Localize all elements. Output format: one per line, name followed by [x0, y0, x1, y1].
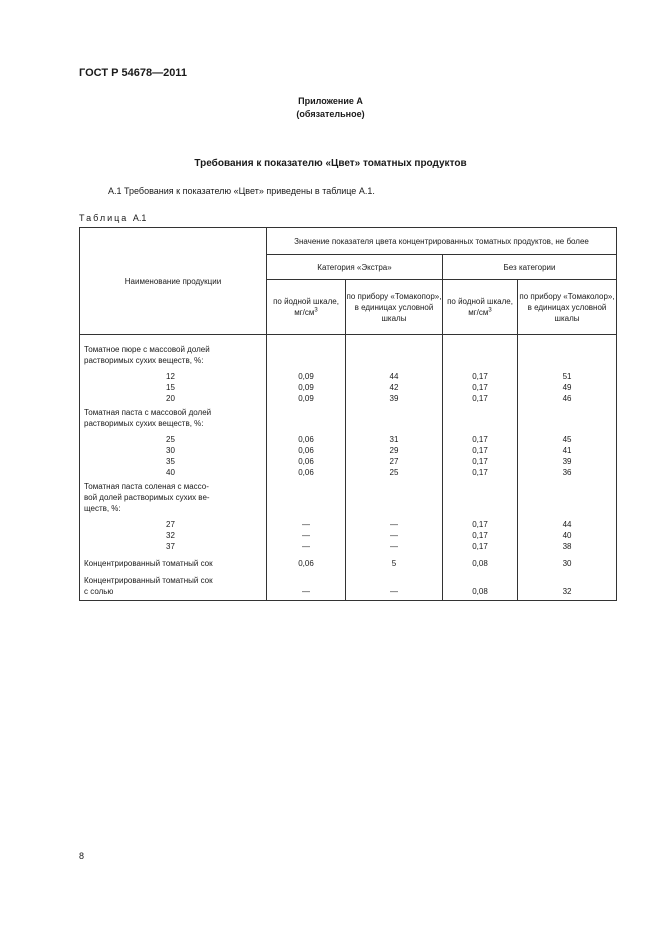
cell-tomakopor: 31 [389, 435, 399, 444]
spacer [346, 418, 442, 429]
group-name-line: Томатная паста соленая с массо- [84, 482, 209, 491]
spacer [346, 344, 442, 355]
spacer [443, 575, 517, 586]
cell-iodine-extra: 0,06 [298, 457, 314, 466]
cell-tomakopor: 5 [391, 559, 397, 568]
spacer [267, 355, 345, 366]
spacer [346, 355, 442, 366]
spacer [346, 481, 442, 492]
row-mass-fraction: 40 [166, 468, 175, 477]
cell-tomakolor: 38 [562, 542, 572, 551]
table-header [80, 228, 617, 335]
cell-tomakolor: 39 [562, 457, 572, 466]
document-code: ГОСТ Р 54678—2011 [79, 67, 187, 79]
intro-paragraph: А.1 Требования к показателю «Цвет» приведены в таблице А.1. [108, 186, 375, 196]
cell-tomakolor: 30 [562, 559, 572, 568]
spacer [443, 407, 517, 418]
row-mass-fraction: 25 [166, 435, 175, 444]
header-iodine-nocat [443, 280, 518, 335]
spacer [443, 481, 517, 492]
header-tomakolor: по прибору «Томаколор», в единицах условной шкалы [518, 280, 617, 335]
cell-iodine-extra: 0,09 [298, 383, 314, 392]
cell-iodine-extra: — [302, 587, 310, 596]
spacer [346, 407, 442, 418]
cell-iodine-nocat: 0,17 [472, 457, 488, 466]
page-number: 8 [79, 851, 85, 861]
single-product-name-line: Концентрированный томатный сок [84, 576, 213, 585]
cell-tomakolor: 46 [562, 394, 572, 403]
spacer [267, 503, 345, 514]
header-iodine-extra-sup: 3 [314, 307, 318, 314]
table-body [80, 335, 617, 601]
spacer [518, 503, 616, 514]
spacer [518, 481, 616, 492]
spacer [267, 418, 345, 429]
cell-iodine-extra: 0,09 [298, 394, 314, 403]
cell-tomakopor: 42 [389, 383, 399, 392]
spacer [518, 492, 616, 503]
cell-tomakolor: 36 [562, 468, 572, 477]
row-mass-fraction: 15 [166, 383, 175, 392]
row-mass-fraction: 30 [166, 446, 175, 455]
section-title: Требования к показателю «Цвет» томатных продуктов [194, 158, 467, 169]
spacer [443, 492, 517, 503]
cell-tomakolor: 49 [562, 383, 572, 392]
spacer [346, 503, 442, 514]
row-mass-fraction: 20 [166, 394, 175, 403]
annex-status: (обязательное) [296, 109, 365, 119]
spacer [346, 492, 442, 503]
col-iodine-extra [267, 335, 346, 601]
spacer [443, 503, 517, 514]
cell-iodine-nocat: 0,17 [472, 394, 488, 403]
cell-iodine-nocat: 0,17 [472, 531, 488, 540]
header-iodine-nocat-sup: 3 [488, 307, 492, 314]
cell-iodine-nocat: 0,17 [472, 468, 488, 477]
header-product: Наименование продукции [80, 228, 267, 335]
row-mass-fraction: 32 [166, 531, 175, 540]
cell-iodine-nocat: 0,17 [472, 435, 488, 444]
spacer [267, 575, 345, 586]
cell-tomakolor: 51 [562, 372, 572, 381]
spacer [267, 492, 345, 503]
cell-iodine-extra: 0,09 [298, 372, 314, 381]
spacer [267, 407, 345, 418]
col-tomakopor [346, 335, 443, 601]
spacer [346, 575, 442, 586]
spacer [518, 344, 616, 355]
col-product [80, 335, 267, 601]
table-caption-number: А.1 [132, 213, 147, 223]
row-mass-fraction: 27 [166, 520, 175, 529]
cell-iodine-nocat: 0,08 [472, 559, 488, 568]
color-requirements-table [79, 227, 617, 601]
group-name-line: вой долей растворимых сухих ве- [84, 493, 210, 502]
cell-tomakolor: 44 [562, 520, 572, 529]
cell-iodine-nocat: 0,17 [472, 520, 488, 529]
col-tomakolor [518, 335, 617, 601]
cell-tomakopor: — [390, 542, 398, 551]
group-name-line: растворимых сухих веществ, %: [84, 419, 204, 428]
cell-tomakopor: — [390, 531, 398, 540]
col-iodine-nocat [443, 335, 518, 601]
spacer [443, 355, 517, 366]
single-product-name-line: с солью [84, 587, 114, 596]
row-mass-fraction: 37 [166, 542, 175, 551]
table-caption-word: Таблица [79, 213, 129, 223]
spacer [443, 418, 517, 429]
group-name-line: ществ, %: [84, 504, 121, 513]
group-name-line: Томатная паста с массовой долей [84, 408, 212, 417]
cell-iodine-nocat: 0,08 [472, 587, 488, 596]
cell-tomakopor: 39 [389, 394, 399, 403]
spacer [518, 575, 616, 586]
spacer [518, 407, 616, 418]
single-product-name-line: Концентрированный томатный сок [84, 559, 213, 568]
cell-iodine-extra: 0,06 [298, 559, 314, 568]
header-value-group: Значение показателя цвета концентрированных томатных продуктов, не более [267, 228, 617, 255]
cell-tomakolor: 41 [562, 446, 572, 455]
table-caption [79, 213, 146, 223]
spacer [267, 344, 345, 355]
cell-tomakopor: 44 [389, 372, 399, 381]
cell-iodine-extra: — [302, 520, 310, 529]
cell-iodine-extra: 0,06 [298, 446, 314, 455]
spacer [443, 344, 517, 355]
cell-iodine-extra: — [302, 542, 310, 551]
header-iodine-nocat-text: по йодной шкале, мг/см [447, 297, 513, 317]
row-mass-fraction: 12 [166, 372, 175, 381]
cell-tomakopor: 25 [389, 468, 399, 477]
spacer [267, 481, 345, 492]
spacer [518, 355, 616, 366]
header-extra: Категория «Экстра» [267, 255, 443, 280]
cell-tomakopor: — [390, 587, 398, 596]
cell-tomakopor: 29 [389, 446, 399, 455]
cell-tomakolor: 40 [562, 531, 572, 540]
annex-title: Приложение А [298, 96, 363, 106]
cell-tomakopor: — [390, 520, 398, 529]
header-iodine-extra-text: по йодной шкале, мг/см [273, 297, 339, 317]
group-name-line: Томатное пюре с массовой долей [84, 345, 210, 354]
header-no-category: Без категории [443, 255, 617, 280]
cell-iodine-extra: 0,06 [298, 435, 314, 444]
spacer [518, 418, 616, 429]
cell-iodine-extra: 0,06 [298, 468, 314, 477]
cell-tomakopor: 27 [389, 457, 399, 466]
cell-tomakolor: 32 [562, 587, 572, 596]
cell-iodine-nocat: 0,17 [472, 372, 488, 381]
cell-iodine-extra: — [302, 531, 310, 540]
cell-iodine-nocat: 0,17 [472, 542, 488, 551]
header-iodine-extra [267, 280, 346, 335]
header-tomakopor: по прибору «Томакопор», в единицах условной шкалы [346, 280, 443, 335]
cell-iodine-nocat: 0,17 [472, 446, 488, 455]
group-name-line: растворимых сухих веществ, %: [84, 356, 204, 365]
row-mass-fraction: 35 [166, 457, 175, 466]
cell-tomakolor: 45 [562, 435, 572, 444]
cell-iodine-nocat: 0,17 [472, 383, 488, 392]
